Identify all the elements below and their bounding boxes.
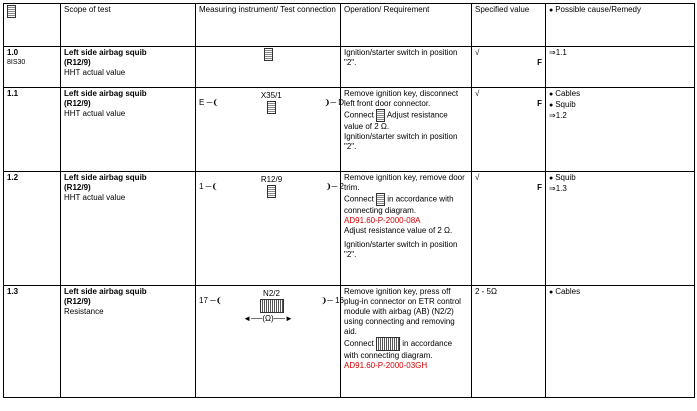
operation-text: Remove ignition key, remove door trim.: [344, 173, 465, 192]
tester-icon: [267, 101, 276, 114]
specified-value: 2 - 5Ω: [475, 287, 497, 296]
adapter-icon: [260, 299, 284, 313]
operation-text: Connect: [344, 339, 374, 349]
operation-text: Connect: [344, 110, 374, 120]
header-row: [4, 4, 695, 47]
step-sub: 8IS30: [7, 59, 26, 66]
operation-text: in accordance with connecting diagram.: [344, 339, 453, 360]
operation-text: Connect: [344, 194, 374, 204]
ohmmeter-icon: ◄──(Ω)──►: [243, 314, 293, 323]
connector-label: N2/2: [263, 289, 280, 298]
operation-text: Adjust resistance value of 2 Ω.: [344, 226, 453, 235]
operation-text: Ignition/starter switch in position "2".: [344, 132, 458, 151]
header-instrument: Measuring instrument/ Test connection: [196, 4, 341, 47]
connection-diagram: [199, 289, 344, 313]
pin-right: ❩─ 16: [320, 296, 344, 305]
table-row: [4, 88, 695, 172]
step-number: 1.3: [7, 287, 19, 296]
document-icon: [7, 5, 16, 18]
scope-component: (R12/9): [64, 297, 91, 306]
header-specified: Specified value: [472, 4, 546, 47]
resistor-icon: [376, 193, 385, 206]
header-operation: Operation/ Requirement: [341, 4, 472, 47]
specified-letter: F: [537, 99, 542, 108]
scope-component: (R12/9): [64, 58, 91, 67]
table-row: [4, 172, 695, 286]
connection-diagram: [199, 91, 344, 114]
scope-desc: Resistance: [64, 307, 104, 316]
operation-text: Ignition/starter switch in position "2".: [344, 240, 458, 259]
pin-left: E ─❨: [199, 97, 219, 107]
connector-label: X35/1: [260, 91, 282, 100]
scope-title: Left side airbag squib: [64, 89, 147, 98]
operation-text: in accordance with connecting diagram.: [344, 194, 454, 215]
scope-title: Left side airbag squib: [64, 173, 147, 182]
header-icon-cell: [4, 4, 61, 47]
cause-item: ● Squib: [549, 100, 691, 111]
reference-link[interactable]: AD91.60-P-2000-08A: [344, 216, 421, 225]
scope-title: Left side airbag squib: [64, 287, 147, 296]
operation-text: Ignition/starter switch in position "2".: [344, 48, 458, 67]
connector-label: R12/9: [260, 175, 283, 184]
scope-title: Left side airbag squib: [64, 48, 147, 57]
table-row: [4, 286, 695, 398]
operation-text: Adjust resistance value of 2 Ω.: [344, 110, 448, 131]
step-number: 1.1: [7, 89, 19, 98]
tester-icon: [267, 185, 276, 198]
scope-desc: HHT actual value: [64, 193, 126, 202]
step-number: 1.0: [7, 48, 19, 57]
check-mark: √: [475, 48, 480, 57]
operation-text: Remove ignition key, disconnect left front door connector.: [344, 89, 459, 108]
header-cause: ● Possible cause/Remedy: [546, 4, 695, 47]
remedy-text: ⇒1.3: [549, 184, 567, 193]
table-row: [4, 47, 695, 88]
cause-item: ● Squib: [549, 173, 691, 184]
header-scope: Scope of test: [61, 4, 196, 47]
connection-diagram: [199, 175, 344, 198]
scope-component: (R12/9): [64, 99, 91, 108]
remedy-text: ⇒1.2: [549, 111, 567, 120]
tester-icon: [264, 48, 273, 61]
check-mark: √: [475, 173, 480, 182]
scope-desc: HHT actual value: [64, 68, 126, 77]
scope-desc: HHT actual value: [64, 109, 126, 118]
specified-letter: F: [537, 58, 542, 67]
remedy-text: ⇒1.1: [549, 48, 567, 57]
cause-item: ● Cables: [549, 287, 691, 298]
adapter-icon: [376, 337, 400, 351]
pin-left: 17 ─❨: [199, 296, 223, 305]
pin-right: ❩─ 2: [324, 181, 344, 191]
operation-text: Remove ignition key, press off plug-in connector on ETR control module with airbag (AB) (N2/2) using connecting and removing aid.: [344, 287, 461, 336]
pin-left: 1 ─❨: [199, 181, 219, 191]
scope-component: (R12/9): [64, 183, 91, 192]
step-number: 1.2: [7, 173, 19, 182]
check-mark: √: [475, 89, 480, 98]
pin-right: ❩─ D: [323, 97, 344, 107]
reference-link[interactable]: AD91.60-P-2000-03GH: [344, 361, 428, 370]
specified-letter: F: [537, 183, 542, 192]
cause-item: ● Cables: [549, 89, 691, 100]
test-table: [3, 3, 695, 398]
resistor-icon: [376, 109, 385, 122]
